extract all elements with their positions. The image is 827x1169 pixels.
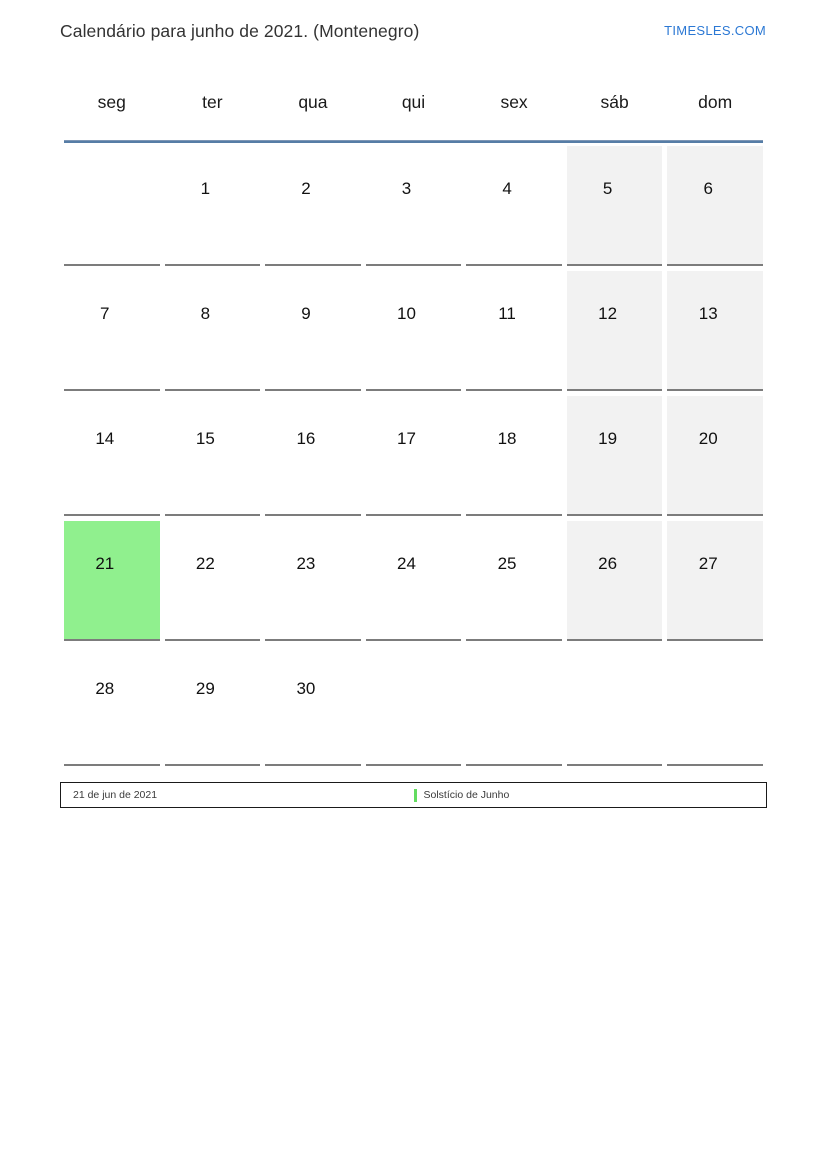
day-number: 8 bbox=[200, 304, 211, 323]
legend-event-label: Solstício de Junho bbox=[423, 789, 510, 801]
day-cell-19 bbox=[567, 396, 663, 516]
day-cell-5 bbox=[567, 146, 663, 266]
day-cell-17 bbox=[366, 396, 462, 516]
legend-event-entry bbox=[414, 789, 767, 802]
day-cell-empty bbox=[466, 646, 562, 766]
legend-box bbox=[60, 782, 767, 808]
page-title: Calendário para junho de 2021. (Montenegro) bbox=[60, 21, 420, 41]
day-number: 15 bbox=[195, 429, 215, 448]
day-number: 21 bbox=[95, 554, 115, 573]
day-number: 17 bbox=[397, 429, 416, 448]
day-cell-11 bbox=[466, 271, 562, 391]
day-cell-empty bbox=[64, 146, 160, 266]
weekday-label-sáb: sáb bbox=[600, 92, 629, 112]
day-number: 25 bbox=[497, 554, 517, 573]
day-number: 16 bbox=[296, 429, 316, 448]
day-cell-6 bbox=[667, 146, 763, 266]
weekday-label-qui: qui bbox=[401, 92, 426, 112]
weekday-label-seg: seg bbox=[97, 92, 126, 112]
day-number: 20 bbox=[698, 429, 718, 448]
header-rule bbox=[64, 140, 763, 143]
day-number: 11 bbox=[498, 304, 516, 323]
day-number: 18 bbox=[497, 429, 517, 448]
weekday-label-dom: dom bbox=[698, 92, 733, 112]
day-cell-30 bbox=[265, 646, 361, 766]
day-cell-15 bbox=[165, 396, 261, 516]
calendar-grid bbox=[64, 146, 763, 766]
day-number: 22 bbox=[195, 554, 215, 573]
weekday-label-qua: qua bbox=[298, 92, 328, 112]
day-cell-13 bbox=[667, 271, 763, 391]
day-number: 3 bbox=[401, 179, 412, 198]
day-number: 19 bbox=[598, 429, 618, 448]
day-cell-27 bbox=[667, 521, 763, 641]
day-cell-1 bbox=[165, 146, 261, 266]
brand-link[interactable]: TIMESLES.COM bbox=[664, 23, 766, 38]
day-number: 24 bbox=[397, 554, 416, 573]
day-cell-16 bbox=[265, 396, 361, 516]
day-cell-3 bbox=[366, 146, 462, 266]
day-cell-23 bbox=[265, 521, 361, 641]
day-cell-18 bbox=[466, 396, 562, 516]
weekday-header-row bbox=[64, 92, 763, 113]
day-number: 13 bbox=[698, 304, 718, 323]
day-number: 9 bbox=[301, 304, 311, 323]
day-cell-10 bbox=[366, 271, 462, 391]
day-number: 2 bbox=[301, 179, 311, 198]
day-cell-25 bbox=[466, 521, 562, 641]
day-number: 30 bbox=[296, 679, 316, 698]
day-cell-29 bbox=[165, 646, 261, 766]
day-cell-12 bbox=[567, 271, 663, 391]
legend-date: 21 de jun de 2021 bbox=[73, 789, 158, 801]
day-number: 1 bbox=[200, 179, 211, 198]
top-bar bbox=[0, 0, 827, 42]
day-cell-empty bbox=[667, 646, 763, 766]
day-cell-24 bbox=[366, 521, 462, 641]
day-number: 10 bbox=[397, 304, 416, 323]
weekday-label-ter: ter bbox=[202, 92, 223, 112]
day-cell-4 bbox=[466, 146, 562, 266]
day-cell-26 bbox=[567, 521, 663, 641]
day-number: 26 bbox=[598, 554, 618, 573]
day-number: 28 bbox=[95, 679, 115, 698]
day-number: 7 bbox=[100, 304, 110, 323]
day-number: 23 bbox=[296, 554, 316, 573]
day-number: 4 bbox=[502, 179, 512, 198]
day-cell-14 bbox=[64, 396, 160, 516]
event-marker-icon bbox=[414, 789, 417, 802]
day-cell-21 bbox=[64, 521, 160, 641]
day-number: 29 bbox=[195, 679, 215, 698]
calendar bbox=[64, 92, 763, 766]
day-cell-22 bbox=[165, 521, 261, 641]
day-number: 6 bbox=[703, 179, 713, 198]
day-number: 5 bbox=[602, 179, 613, 198]
day-cell-7 bbox=[64, 271, 160, 391]
day-cell-empty bbox=[567, 646, 663, 766]
day-cell-2 bbox=[265, 146, 361, 266]
weekday-label-sex: sex bbox=[500, 92, 528, 112]
day-number: 12 bbox=[598, 304, 618, 323]
day-cell-8 bbox=[165, 271, 261, 391]
day-cell-empty bbox=[366, 646, 462, 766]
day-cell-28 bbox=[64, 646, 160, 766]
day-number: 27 bbox=[698, 554, 718, 573]
day-cell-9 bbox=[265, 271, 361, 391]
day-cell-20 bbox=[667, 396, 763, 516]
day-number: 14 bbox=[95, 429, 115, 448]
